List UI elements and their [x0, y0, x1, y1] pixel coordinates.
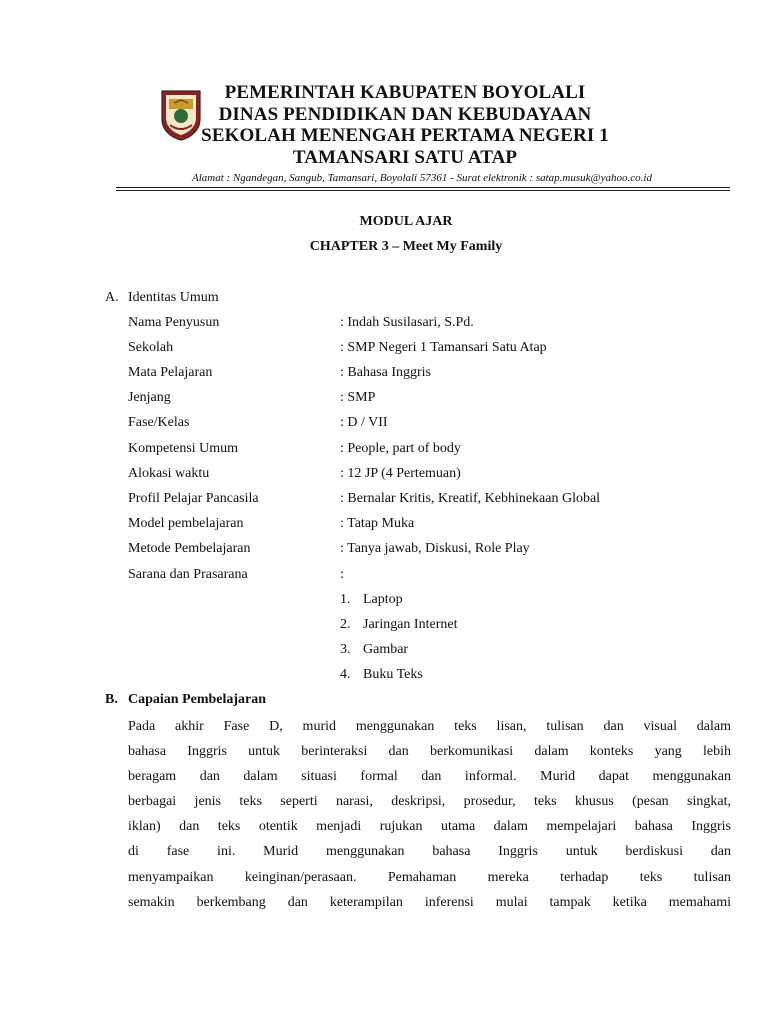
field-label: Metode Pembelajaran — [128, 541, 251, 556]
letterhead-department: DINAS PENDIDIKAN DAN KEBUDAYAAN — [218, 103, 592, 125]
field-label: Nama Penyusun — [128, 315, 220, 330]
paragraph-line: Pada akhir Fase D, murid menggunakan teks lisan, tulisan dan visual dalam — [128, 719, 731, 734]
regency-crest-logo-icon — [160, 89, 202, 141]
paragraph-line: bahasa Inggris untuk berinteraksi dan berkomunikasi dalam konteks yang lebih — [128, 744, 731, 760]
paragraph-line: semakin berkembang dan keterampilan inferensi mulai tampak ketika memahami — [128, 894, 731, 910]
letterhead-school: SEKOLAH MENENGAH PERTAMA NEGERI 1 — [201, 125, 609, 146]
document-subtitle: CHAPTER 3 – Meet My Family — [309, 239, 503, 254]
letterhead — [200, 82, 610, 168]
facility-item: Laptop — [363, 592, 403, 607]
document-title: MODUL AJAR — [359, 214, 453, 229]
facility-number: 1. — [340, 592, 351, 607]
field-value: : Bernalar Kritis, Kreatif, Kebhinekaan Global — [340, 491, 601, 506]
facility-number: 2. — [340, 617, 351, 632]
field-value: : D / VII — [340, 415, 388, 430]
paragraph-line: iklan) dan teks otentik menjadi rujukan utama dalam mempelajari bahasa Inggris — [128, 819, 731, 835]
letterhead-school-location: TAMANSARI SATU ATAP — [292, 146, 518, 168]
field-label: Fase/Kelas — [128, 415, 190, 430]
letterhead-address: Alamat : Ngandegan, Sangub, Tamansari, Boyolali 57361 - Surat elektronik : satap.musuk@yahoo.co.id — [192, 172, 652, 184]
letterhead-divider — [116, 187, 730, 188]
section-b-letter: B. — [105, 692, 118, 707]
facility-item: Jaringan Internet — [363, 617, 458, 632]
paragraph-line: di fase ini. Murid menggunakan bahasa Inggris untuk berdiskusi dan — [128, 844, 731, 860]
facility-number: 3. — [340, 642, 351, 657]
field-label: Sekolah — [128, 340, 174, 355]
field-value: : People, part of body — [340, 441, 461, 456]
section-a-letter: A. — [105, 290, 119, 305]
field-value: : 12 JP (4 Pertemuan) — [340, 466, 461, 481]
field-label: Mata Pelajaran — [128, 365, 213, 380]
field-value: : SMP Negeri 1 Tamansari Satu Atap — [340, 340, 547, 355]
letterhead-government: PEMERINTAH KABUPATEN BOYOLALI — [224, 82, 586, 103]
facility-item: Gambar — [363, 642, 409, 657]
letterhead-divider-secondary — [116, 190, 730, 191]
field-label: Model pembelajaran — [128, 516, 244, 531]
field-label: Sarana dan Prasarana — [128, 567, 248, 582]
facility-item: Buku Teks — [363, 667, 423, 682]
field-value: : Tanya jawab, Diskusi, Role Play — [340, 541, 530, 556]
paragraph-line: menyampaikan keinginan/perasaan. Pemahaman mereka terhadap teks tulisan — [128, 869, 731, 885]
learning-outcome-paragraph — [128, 714, 731, 915]
field-label: Kompetensi Umum — [128, 441, 239, 456]
field-label: Jenjang — [128, 390, 171, 405]
section-b-heading: Capaian Pembelajaran — [128, 692, 267, 707]
paragraph-line: berbagai jenis teks seperti narasi, deskripsi, prosedur, teks khusus (pesan singkat, — [128, 794, 731, 810]
field-value: : — [340, 567, 344, 582]
field-value: : SMP — [340, 390, 376, 405]
field-value: : Indah Susilasari, S.Pd. — [340, 315, 474, 330]
field-label: Profil Pelajar Pancasila — [128, 491, 259, 506]
field-value: : Bahasa Inggris — [340, 365, 431, 380]
field-label: Alokasi waktu — [128, 466, 210, 481]
section-a-heading: Identitas Umum — [128, 290, 219, 305]
paragraph-line: beragam dan dalam situasi formal dan informal. Murid dapat menggunakan — [128, 769, 731, 785]
field-value: : Tatap Muka — [340, 516, 415, 531]
facility-number: 4. — [340, 667, 351, 682]
